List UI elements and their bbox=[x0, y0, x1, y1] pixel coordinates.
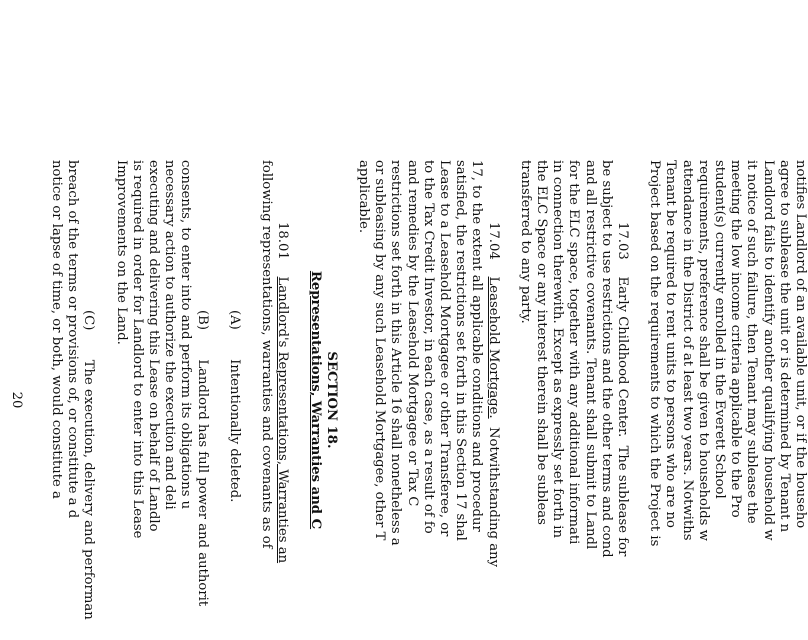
text-line: to the Tax Credit Investor, in each case, as a result of fo bbox=[420, 160, 436, 534]
text-line: The sublease for bbox=[614, 445, 630, 557]
text-line: the ELC Space or any interest therein shall be subleas bbox=[533, 160, 549, 525]
text-line: Project based on the requirements to which the Project is bbox=[647, 160, 663, 547]
text-line: Lease to a Leasehold Mortgagee or other Transferee, or bbox=[436, 160, 452, 537]
text-line: for the ELC space, together with any additional informati bbox=[566, 160, 582, 545]
section-number: 17.03 bbox=[614, 222, 630, 260]
item-c-first-line bbox=[80, 160, 96, 640]
text-line: is required in order for Landlord to enter into this Lease bbox=[129, 160, 145, 539]
text-line: 17, to the extent all applicable conditions and procedur bbox=[469, 160, 485, 532]
rotated-document-body bbox=[8, 160, 808, 640]
text-line: notifies Landlord of an available unit, or if the househo bbox=[793, 160, 808, 529]
text-line: student(s) currently enrolled in the Everett School bbox=[711, 160, 727, 499]
item-text: Intentionally deleted. bbox=[226, 359, 242, 503]
text-line: applicable. bbox=[355, 160, 371, 234]
text-line: and remedies by the Leasehold Mortgagee or Tax C bbox=[404, 160, 420, 507]
text-line: in connection therewith. Except as expressly set forth in bbox=[550, 160, 566, 539]
section-title: Leasehold Mortgage. bbox=[485, 276, 501, 419]
section-18 bbox=[48, 160, 339, 640]
text-line: be subject to use restrictions and the other terms and cond bbox=[598, 160, 614, 558]
text-line: notice or lapse of time, or both, would constitute a bbox=[49, 160, 65, 499]
section-17-03-first-line bbox=[614, 160, 630, 640]
item-title: Landlord's Representations, Warranties an bbox=[275, 276, 291, 564]
section-17-04-first-line bbox=[484, 160, 500, 640]
section-number: 17.04 bbox=[485, 222, 501, 260]
text-line: Improvements on the Land. bbox=[113, 160, 129, 345]
text-line: Notwithstanding any bbox=[485, 427, 501, 568]
section-17-03 bbox=[517, 160, 630, 640]
text-line: or subleasing by any such Leasehold Mortgagee, other T bbox=[372, 160, 388, 541]
text-line: requirements, preference shall be given to households w bbox=[695, 160, 711, 541]
text-line: breach of the terms or provisions of, or constitute a d bbox=[65, 160, 81, 519]
item-label: (A) bbox=[226, 310, 242, 330]
section-title: Early Childhood Center. bbox=[614, 276, 630, 438]
item-label: (C) bbox=[81, 310, 97, 331]
text-line: consents, to enter into and perform its obligations u bbox=[178, 160, 194, 510]
text-line: Landlord fails to identify another qualifying household w bbox=[760, 160, 776, 541]
item-text: The execution, delivery and performan bbox=[81, 359, 97, 620]
item-a bbox=[226, 160, 242, 640]
text-line: it notice of such failure, then Tenant may sublease the bbox=[744, 160, 760, 524]
section-subheading: Representations, Warranties and C bbox=[307, 270, 323, 530]
text-line: Tenant be required to rent units to persons who are no bbox=[663, 160, 679, 528]
text-line: and all restrictive covenants. Tenant shall submit to Landl bbox=[582, 160, 598, 550]
text-line: satisfied, the restrictions set forth in this Section 17 shal bbox=[453, 160, 469, 541]
item-b-first-line bbox=[194, 160, 210, 640]
text-line: agree to sublease the unit or is determined by Tenant n bbox=[776, 160, 792, 533]
item-number: 18.01 bbox=[275, 222, 291, 260]
text-line: following representations, warranties and covenants as of bbox=[259, 160, 275, 549]
section-17-04 bbox=[355, 160, 501, 640]
item-label: (B) bbox=[194, 310, 210, 330]
page-number: 20 bbox=[8, 391, 24, 409]
text-line: transferred to any party. bbox=[517, 160, 533, 324]
intro-paragraph bbox=[646, 160, 808, 640]
text-line: attendance in the District of at least two years. Notwiths bbox=[679, 160, 695, 541]
item-text: Landlord has full power and authorit bbox=[194, 359, 210, 607]
text-line: executing and delivering this Lease on behalf of Landlo bbox=[146, 160, 162, 532]
item-18-01-first-line bbox=[274, 160, 290, 640]
section-heading: SECTION 18. bbox=[323, 351, 339, 449]
text-line: restrictions set forth in this Article 16 shall nonetheless a bbox=[388, 160, 404, 546]
text-line: meeting the low income criteria applicable to the Pro bbox=[728, 160, 744, 518]
text-line: necessary action to authorize the execution and deli bbox=[162, 160, 178, 510]
